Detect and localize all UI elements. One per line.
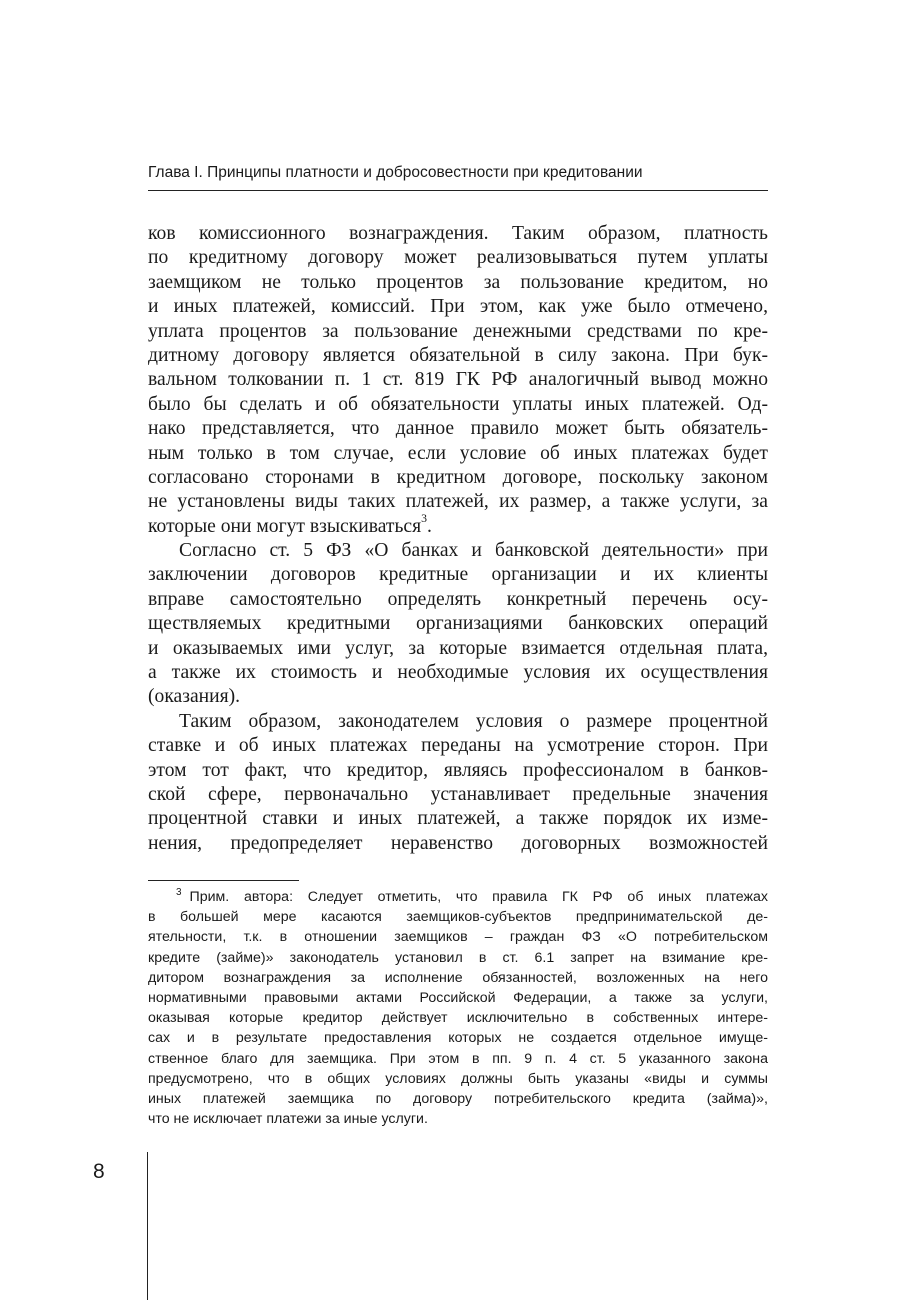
running-header: Глава I. Принципы платности и добросовестности при кредитовании — [148, 162, 768, 191]
text-line: дитному договору является обязательной в силу закона. При бук- — [148, 344, 768, 366]
text-line: нения, предопределяет неравенство договорных возможностей — [148, 832, 768, 854]
text-line: по кредитному договору может реализовываться путем уплаты — [148, 247, 768, 269]
text-line: заемщиком не только процентов за пользование кредитом, но — [148, 271, 768, 293]
main-text — [148, 222, 768, 856]
footnote-line: дитором вознаграждения за исполнение обязанностей, возложенных на него — [148, 969, 768, 986]
margin-rule — [147, 1152, 148, 1300]
footnote-reference[interactable]: 3 — [421, 511, 428, 525]
footnote-line: ственное благо для заемщика. При этом в пп. 9 п. 4 ст. 5 указанного закона — [148, 1050, 768, 1067]
text-line-content: которые они могут взыскиваться — [148, 515, 422, 537]
footnote-line: оказывая которые кредитор действует исключительно в собственных интере- — [148, 1010, 768, 1027]
text-line: ставке и об иных платежах переданы на усмотрение сторон. При — [148, 735, 768, 757]
footnote-line: иных платежей заемщика по договору потребительского кредита (займа)», — [148, 1090, 768, 1107]
footnote-line: в большей мере касаются заемщиков-субъектов предпринимательской де- — [148, 909, 768, 926]
page-number: 8 — [93, 1160, 105, 1183]
text-line: Согласно ст. 5 ФЗ «О банках и банковской деятельности» при — [179, 540, 768, 562]
text-line — [148, 511, 768, 539]
text-line: вальном толковании п. 1 ст. 819 ГК РФ аналогичный вывод можно — [148, 369, 768, 391]
text-line: нако представляется, что данное правило может быть обязатель- — [148, 418, 768, 440]
text-line: не установлены виды таких платежей, их размер, а также услуги, за — [148, 491, 768, 513]
text-line: ской сфере, первоначально устанавливает предельные значения — [148, 783, 768, 805]
footnote-number: 3 — [176, 887, 182, 899]
footnote-line: сах и в результате предоставления которых не создается отдельное имуще- — [148, 1030, 768, 1047]
text-line: (оказания). — [148, 686, 241, 708]
text-line: а также их стоимость и необходимые условия их осуществления — [148, 662, 768, 684]
text-line: было бы сделать и об обязательности уплаты иных платежей. Од- — [148, 393, 768, 415]
footnote-line: что не исключает платежи за иные услуги. — [148, 1111, 428, 1128]
footnote-line: ятельности, т.к. в отношении заемщиков – граждан ФЗ «О потребительском — [148, 929, 768, 946]
text-line: ков комиссионного вознаграждения. Таким образом, платность — [148, 223, 768, 244]
footnote-reference-suffix: . — [427, 515, 432, 537]
text-line: вправе самостоятельно определять конкретный перечень осу- — [148, 588, 768, 610]
footnote-line: кредите (займе)» законодатель установил в ст. 6.1 запрет на взимание кре- — [148, 949, 768, 966]
text-line: и иных платежей, комиссий. При этом, как уже было отмечено, — [148, 296, 768, 318]
text-line: уплата процентов за пользование денежными средствами по кре- — [148, 320, 768, 342]
footnote-line — [148, 887, 768, 907]
text-line: этом тот факт, что кредитор, являясь профессионалом в банков- — [148, 759, 768, 781]
text-line: и оказываемых ими услуг, за которые взимается отдельная плата, — [148, 637, 768, 659]
footnote-line: предусмотрено, что в общих условиях должны быть указаны «виды и суммы — [148, 1070, 768, 1087]
footnote-line-content: Прим. автора: Следует отметить, что правила ГК РФ об иных платежах — [189, 889, 768, 905]
footnote — [148, 887, 768, 1129]
footnote-line: нормативными правовыми актами Российской Федерации, а также за услуги, — [148, 989, 768, 1006]
text-line: ным только в том случае, если условие об иных платежах будет — [148, 442, 768, 464]
text-line: согласовано сторонами в кредитном договоре, поскольку законом — [148, 466, 768, 488]
text-line: Таким образом, законодателем условия о размере процентной — [179, 710, 768, 732]
text-line: процентной ставки и иных платежей, а также порядок их изме- — [148, 808, 768, 830]
text-line: заключении договоров кредитные организации и их клиенты — [148, 564, 768, 586]
footnote-separator — [148, 880, 299, 881]
text-line: ществляемых кредитными организациями банковских операций — [148, 613, 768, 635]
